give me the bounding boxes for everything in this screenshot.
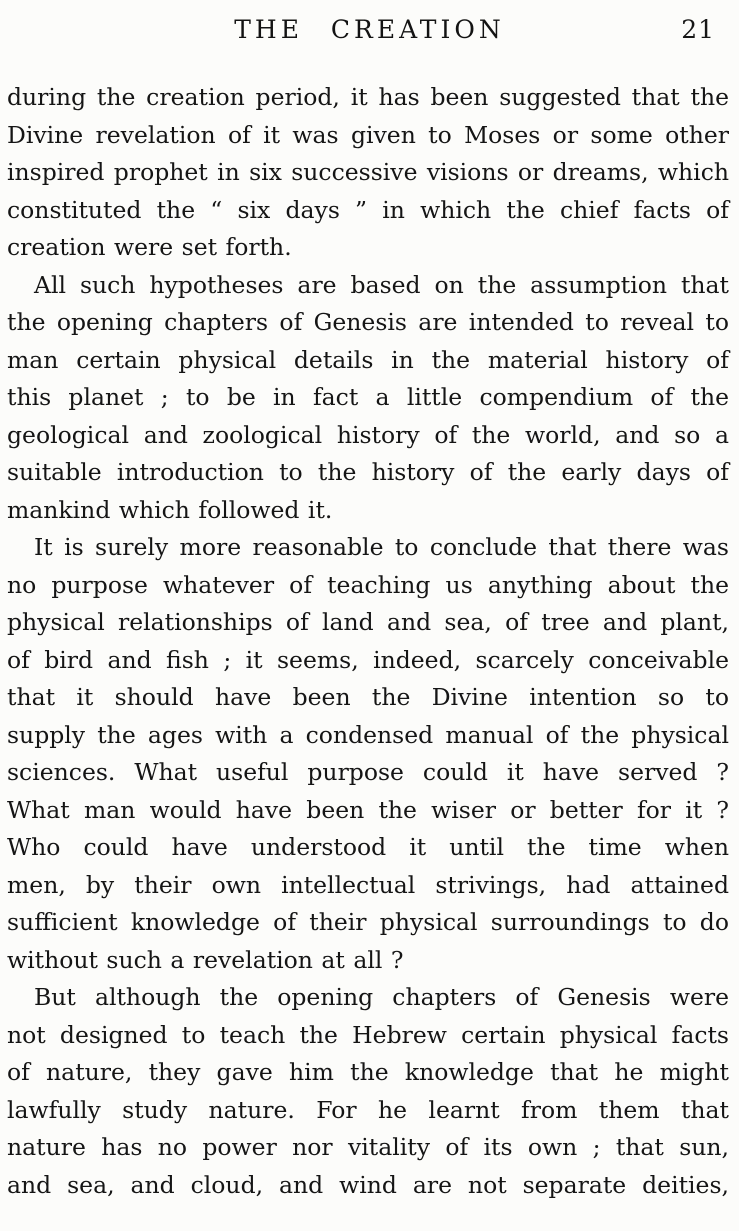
text-line: and sea, and cloud, and wind are not separate deities, (7, 1170, 729, 1199)
text-line: nature has no power nor vitality of its own ; that sun, (7, 1133, 729, 1161)
text-line: of nature, they gave him the knowledge that he might (7, 1058, 729, 1086)
body-text (0, 79, 739, 1204)
text-line: mankind which followed it. (7, 495, 333, 524)
text-line: Who could have understood it until the time when (7, 833, 729, 861)
text-line: But although the opening chapters of Genesis were (34, 983, 729, 1011)
text-line: It is surely more reasonable to conclude that there was (34, 533, 729, 561)
text-line: All such hypotheses are based on the assumption that (34, 270, 729, 299)
text-line: suitable introduction to the history of the early days of (7, 458, 729, 486)
text-line: of bird and fish ; it seems, indeed, scarcely conceivable (7, 645, 729, 674)
page-number: 21 (681, 15, 715, 44)
text-line: that it should have been the Divine intention so to (7, 683, 729, 711)
text-line: creation were set forth. (7, 233, 292, 261)
text-line: the opening chapters of Genesis are intended to reveal to (7, 308, 729, 336)
text-line: What man would have been the wiser or better for it ? (7, 795, 729, 824)
text-line: physical relationships of land and sea, of tree and plant, (7, 608, 729, 636)
running-head-title: THE CREATION (234, 15, 505, 44)
text-line: this planet ; to be in fact a little compendium of the (7, 383, 729, 411)
text-line: Divine revelation of it was given to Moses or some other (7, 120, 729, 149)
text-line: lawfully study nature. For he learnt from them that (7, 1095, 729, 1124)
text-line: man certain physical details in the material history of (7, 345, 729, 374)
text-line: inspired prophet in six successive visions or dreams, which (7, 158, 729, 186)
text-line: no purpose whatever of teaching us anything about the (7, 570, 729, 599)
text-line: constituted the “ six days ” in which the chief facts of (7, 195, 729, 224)
text-line: without such a revelation at all ? (7, 945, 404, 974)
text-line: men, by their own intellectual strivings, had attained (7, 870, 729, 899)
text-line: sufficient knowledge of their physical surroundings to do (7, 908, 729, 936)
text-line: sciences. What useful purpose could it have served ? (7, 758, 729, 786)
text-line: during the creation period, it has been suggested that the (7, 83, 729, 111)
page-header (0, 0, 739, 61)
text-line: geological and zoological history of the world, and so a (7, 420, 729, 449)
text-line: supply the ages with a condensed manual of the physical (7, 720, 729, 749)
text-line: not designed to teach the Hebrew certain physical facts (7, 1020, 729, 1049)
